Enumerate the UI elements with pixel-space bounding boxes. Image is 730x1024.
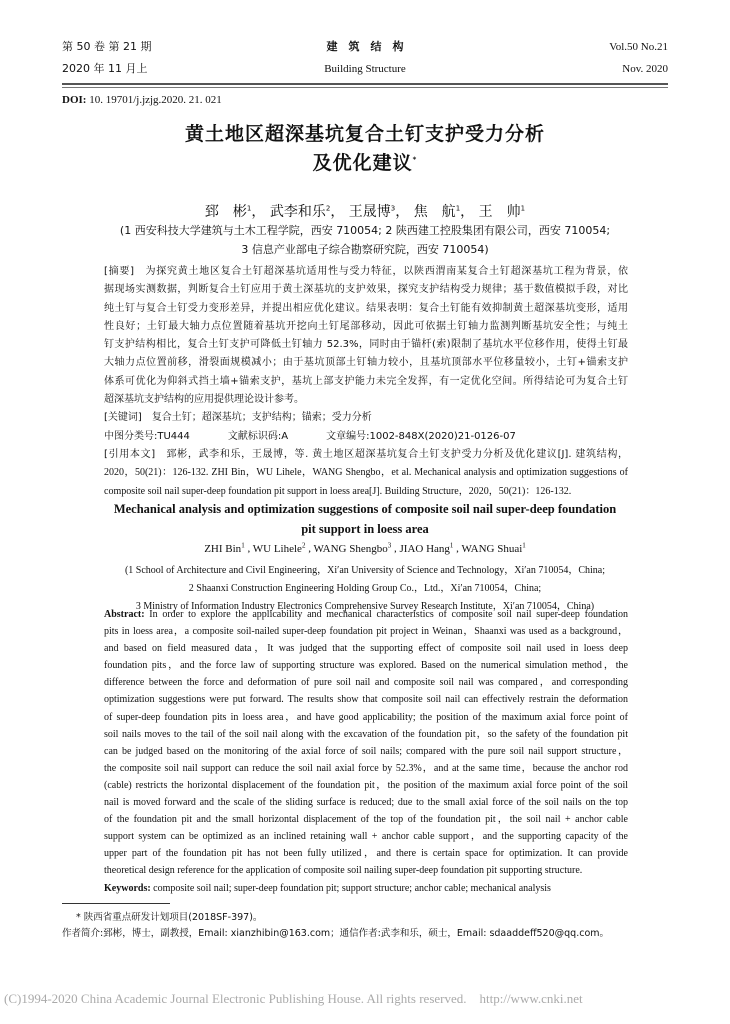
abstract-cn-label: [摘要]: [104, 266, 135, 277]
journal-name-en: Building Structure: [324, 63, 406, 75]
abstract-cn: [摘要] 为探究黄土地区复合土钉超深基坑适用性与受力特征，以陕西渭南某复合土钉超深基坑工程为背景，依 据现场实测数据，判断复合土钉应用于黄土深基坑的支护效果，探究支护结构受力规律；基于数值模拟手段，对比 纯土钉与复合土钉受力变形差异，并提出相应优化建议。结果表明：复合土钉能有效抑制黄土超深基坑变形，适用 性良好；土钉最大轴力点位置随着基坑开挖向土钉尾部移动，因此可依据土钉轴力监测判断基坑安全性；与纯土 钉支护结构相比，复合土钉支护可降低土钉轴力 52.3%，同时由于锚杆(索)限制了基坑水平位移作用，使得土钉最 大轴力点位置前移，滑裂面规模减小；由于基坑顶部土钉轴力较小，且基坑顶部水平位移量较小，土钉+锚索支护 体系可优化为仰斜式挡土墙+锚索支护，基坑上部支护能力未完全发挥，有一定优化空间。所得结论可为复合土钉 超深基坑支护结构的应用提供理论设计参考。 [关键词] 复合土钉；超深基坑；支护结构；锚索；受力分析 中图分类号:TU444 文献标识码:A 文章编号:1002-848X(2020)21-0126-07 [引用本文] 郅彬，武李和乐，王晟博，等. 黄土地区超深基坑复合土钉支护受力分析及优化建议[J]. 建筑结构， 2020，50(21)：126-132. ZHI Bin，WU Lihele，WANG Shengbo，et al. Mechanical analysis and optimization suggestions of composite soil nail super-deep foundation pit support in loess area[J]. Building Structure，2020，50(21)：126-132.: [104, 263, 628, 501]
authors-en: ZHI Bin$^1$ , WU Lihele$^2$ , WANG Shengbo$^3$ , JIAO Hang$^1$ , WANG Shuai$^1$: [204, 541, 526, 555]
doi-value[interactable]: 10. 19701/j.jzjg.2020. 21. 021: [86, 94, 222, 106]
abstract-en-line: the composite soil nail support can reduce the soil nail axial force by 52.3%，and at the same time，because the anchor rod: [104, 762, 628, 774]
abstract-en-line: (cable) restricts the horizontal displacement of the foundation pit，the position of the maximum axial force point of the soil: [104, 779, 628, 791]
volume-en: Vol.50 No.21: [609, 41, 668, 53]
affiliation-en-2: 2 Shaanxi Construction Engineering Holding Group Co.，Ltd.，Xi′an 710054，China;: [188, 583, 542, 594]
date-en: Nov. 2020: [622, 63, 668, 75]
abstract-cn-line: 钉支护结构相比，复合土钉支护可降低土钉轴力 52.3%，同时由于锚杆(索)限制了基坑水平位移作用，使得土钉最: [104, 339, 628, 351]
abstract-en-line: support system can be optimized as an inclined retaining wall + anchor cable support，and the supporting capacity of the: [104, 831, 628, 843]
keywords-en: Keywords: composite soil nail; super-deep foundation pit; support structure; anchor cable; mechanical analysis: [104, 882, 551, 894]
title-en-line1: Mechanical analysis and optimization suggestions of composite soil nail super-deep foundation: [113, 502, 617, 516]
abstract-cn-line: 性良好；土钉最大轴力点位置随着基坑开挖向土钉尾部移动，因此可依据土钉轴力监测判断基坑安全性；与纯土: [104, 320, 628, 332]
abstract-en-line: can be judged based on the monitoring of the axial force of soil nails; compared with the pure soil nail support structure，: [104, 745, 628, 757]
abstract-en-line: optimization suggestions were put forward. The results show that composite soil nail can effectively restrain the deformation: [104, 694, 628, 706]
abstract-en-line: pits in loess area，a composite soil-nailed super-deep foundation pit project in Weinan，Shaanxi was used as a background，: [104, 626, 628, 638]
citation-line: 2020，50(21)：126-132. ZHI Bin，WU Lihele，WANG Shengbo，et al. Mechanical analysis and optimization suggestions of: [104, 467, 628, 479]
doi-label: DOI:: [62, 94, 87, 106]
abstract-en-line: difference between the force and deformation of pure soil nail and composite soil nail was compared，and corresponding: [104, 677, 628, 689]
abstract-en-line: upper part of the foundation pit has not been fully utilized，and there is certain space for optimization. It can provide: [104, 848, 628, 860]
affiliation-en-3: 3 Ministry of Information Industry Electronics Comprehensive Survey Research Institute，Xi′an 710054，China): [135, 601, 595, 612]
title-en-line2: pit support in loess area: [301, 522, 429, 536]
citation: [引用本文] 郅彬，武李和乐，王晟博，等. 黄土地区超深基坑复合土钉支护受力分析及优化建议[J]. 建筑结构，: [104, 448, 628, 460]
classification: 中图分类号:TU444 文献标识码:A 文章编号:1002-848X(2020)21-0126-07: [104, 430, 516, 442]
author: JIAO Hang$^1$: [399, 541, 454, 555]
abstract-en-line: soil nails moves to the tail of the soil nail along with the excavation of the foundation pit，so the safety of the foundation pit: [104, 728, 628, 740]
header-rule-thin: [62, 87, 668, 88]
abstract-cn-line: 大轴力点位置前移，滑裂面规模减小；由于基坑顶部土钉轴力较小，且基坑顶部水平位移量较小，土钉+锚索支护: [104, 357, 628, 369]
abstract-en-line: nail is moved forward and the scale of the sliding surface is reduced; due to the small axial force of the soil nails on the top: [104, 797, 628, 809]
journal-name-cn: 建 筑 结 构: [326, 40, 404, 53]
affiliation-cn-1: (1 西安科技大学建筑与土木工程学院，西安 710054; 2 陕西建工控股集团有限公司，西安 710054;: [119, 224, 611, 237]
author: 郅 彬$^1$: [204, 204, 252, 220]
abstract-en-line: foundation pits，and the force law of supporting structure was explored. Based on the numerical simulation method，the: [104, 660, 628, 672]
abstract-en-label: Abstract:: [104, 609, 145, 620]
author: WANG Shengbo$^3$: [313, 541, 392, 555]
abstract-cn-line: 体系可优化为仰斜式挡土墙+锚索支护，基坑上部支护能力未完全发挥，有一定优化空间。所得结论可为复合土钉: [104, 375, 628, 387]
title-cn-line1: 黄土地区超深基坑复合土钉支护受力分析: [184, 123, 545, 145]
author: 焦 航$^1$: [413, 204, 461, 220]
affiliation-en-1: (1 School of Architecture and Civil Engineering，Xi′an University of Science and Technology，Xi′an 710054，China;: [124, 565, 606, 576]
author: 王 帅$^1$: [478, 204, 526, 220]
abstract-en-line: of super-deep foundation pits in loess area，and have good applicability; the position of the maximum axial force point of: [104, 711, 628, 723]
abstract-cn-line: 超深基坑支护结构的应用提供理论设计参考。: [104, 394, 304, 406]
abstract-en: Abstract: In order to explore the applicability and mechanical characteristics of composite soil nail super-deep foundation pits in loess area，a composite soil-nailed super-deep foundation pit project in Weinan，Shaanxi was used as a background， and based on field measured data，It was judged that the supporting effect of composite soil nail used in loess deep foundation pits，and the force law of supporting structure was explored. Based on the numerical simulation method，the difference between the force and deformation of pure soil nail and composite soil nail was compared，and corresponding optimization suggestions were put forward. The results show that composite soil nail can effectively restrain the deformation of super-deep foundation pits in loess area，and have good applicability; the position of the maximum axial force point of soil nails moves to the tail of the soil nail along with the excavation of the foundation pit，so the safety of the foundation pit can be judged based on the monitoring of the axial force of soil nails; compared with the pure soil nail support structure， the composite soil nail support can reduce the soil nail axial force by 52.3%，and at the same time，because the anchor rod (cable) restricts the horizontal displacement of the foundation pit，the position of the maximum axial force point of the soil nail is moved forward and the scale of the sliding surface is reduced; due to the small axial force of the soil nails on the top of the foundation pit and the small horizontal displacement of the top of the foundation pit，the soil nail + anchor cable support system can be optimized as an inclined retaining wall + anchor cable support，and the supporting capacity of the upper part of the foundation pit has not been fully utilized，and there is certain space for optimization. It can provide theoretical design reference for the application of composite soil nailing super-deep foundation pit supporting structure. Keywords: composite soil nail; super-deep foundation pit; support structure; anchor cable; mechanical analysis: [104, 606, 628, 897]
keywords-cn: [关键词] 复合土钉；超深基坑；支护结构；锚索；受力分析: [104, 412, 372, 424]
author: WU Lihele$^2$: [252, 541, 306, 555]
author: 王晟博$^3$: [348, 204, 396, 220]
authors-cn: 郅 彬$^1$， 武李和乐$^2$， 王晟博$^3$， 焦 航$^1$， 王 帅$^1$: [204, 204, 526, 220]
footnote-rule: [62, 903, 170, 904]
title-cn-line2: [62, 148, 668, 175]
volume-cn: 第 50 卷 第 21 期: [62, 40, 152, 53]
header-rule: [62, 83, 668, 85]
author: WANG Shuai$^1$: [461, 541, 526, 555]
abstract-cn-line: 据现场实测数据，判断复合土钉应用于黄土深基坑的支护效果，探究支护结构受力规律；基于数值模拟手段，对比: [104, 284, 628, 296]
title-cn-text: 及优化建议: [312, 152, 413, 174]
title-footnote-mark: *: [412, 155, 418, 164]
abstract-en-line: of the foundation pit and the small horizontal displacement of the top of the foundation pit，the soil nail + anchor cable: [104, 814, 628, 826]
date-cn: 2020 年 11 月上: [62, 62, 148, 75]
author: 武李和乐$^2$: [269, 204, 331, 220]
doi: [62, 94, 222, 106]
author: ZHI Bin$^1$: [204, 541, 245, 555]
abstract-cn-line: 纯土钉与复合土钉受力变形差异，并提出相应优化建议。结果表明：复合土钉能有效抑制黄土超深基坑变形，适用: [104, 302, 628, 314]
affiliation-cn-2: 3 信息产业部电子综合勘察研究院，西安 710054): [241, 243, 489, 256]
citation-line: composite soil nail super-deep foundation pit support in loess area[J]. Building Structure，2020，50(21)：126-132.: [104, 485, 572, 497]
footnote-author-info: 作者简介:郅彬，博士，副教授，Email: xianzhibin@163.com；通信作者:武李和乐，硕士，Email: sdaaddeff520@qq.com。: [62, 928, 610, 939]
footnote-funding: * 陕西省重点研发计划项目(2018SF-397)。: [76, 912, 263, 923]
copyright-watermark: (C)1994-2020 China Academic Journal Electronic Publishing House. All rights reserved. http://www.cnki.net: [4, 991, 583, 1006]
abstract-en-line: and based on field measured data，It was judged that the supporting effect of composite soil nail used in loess deep: [104, 643, 628, 655]
abstract-en-line: theoretical design reference for the application of composite soil nailing super-deep foundation pit supporting structure.: [104, 865, 583, 877]
